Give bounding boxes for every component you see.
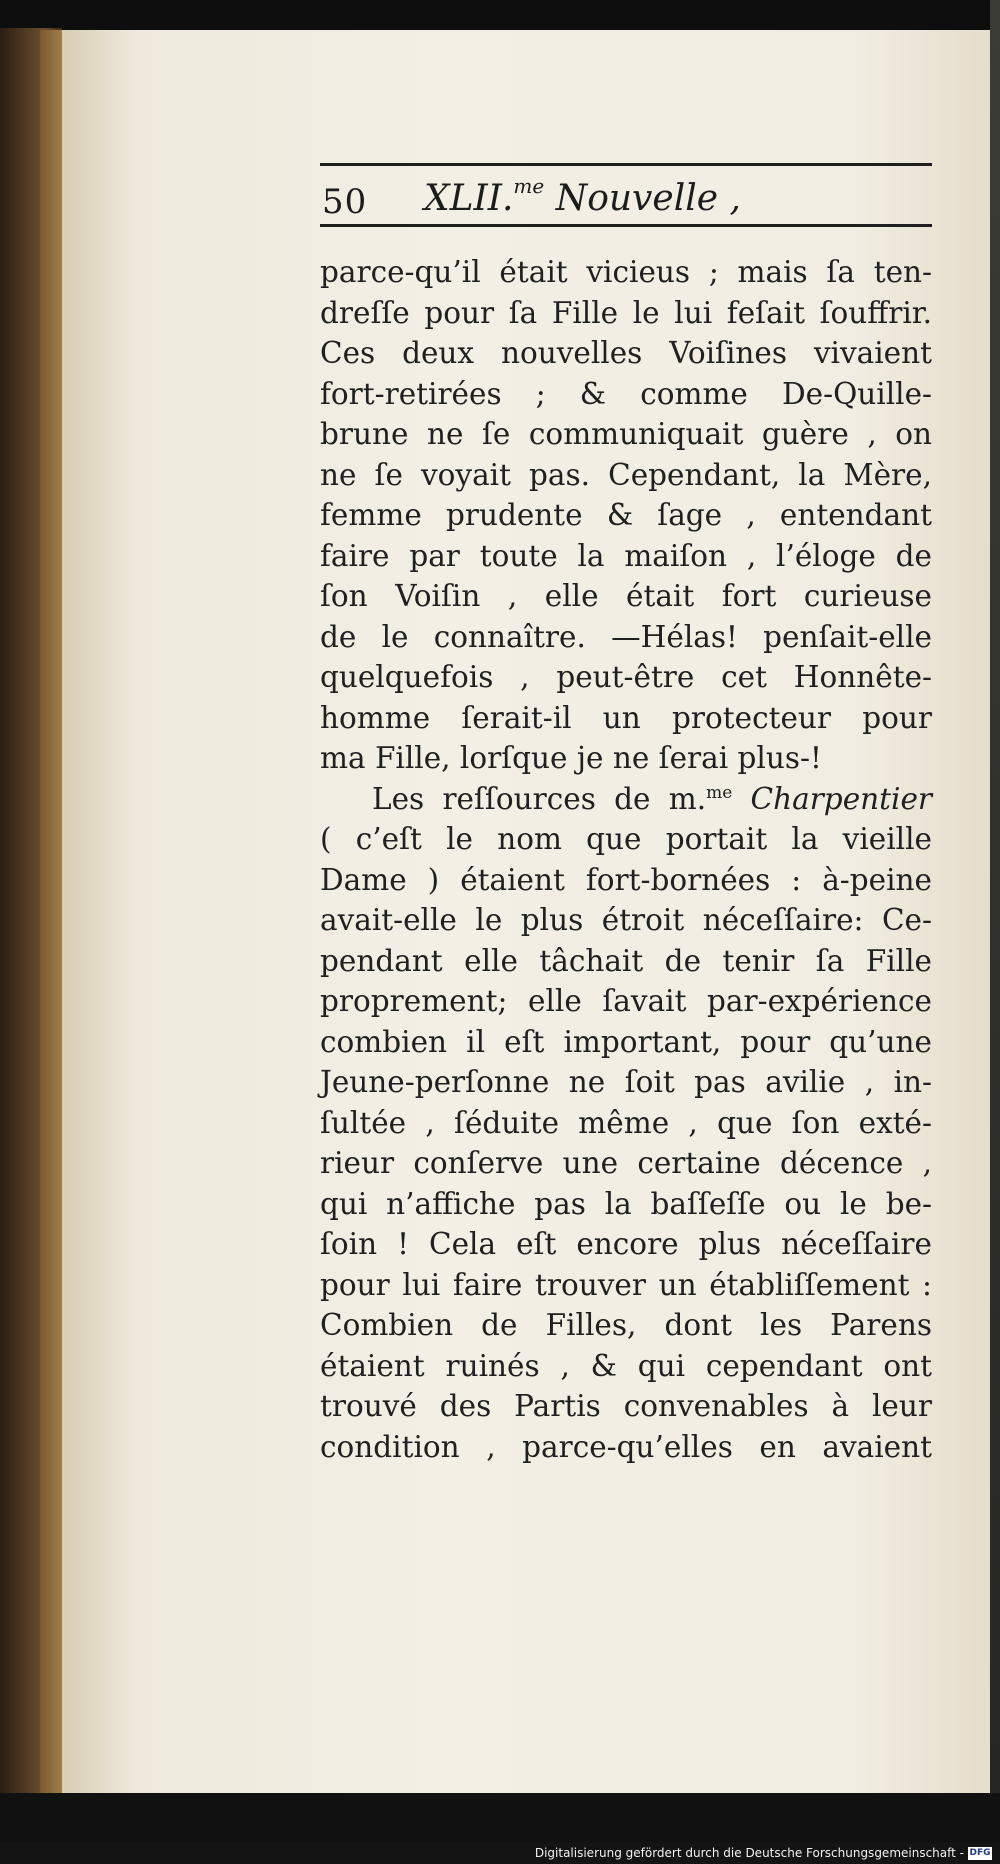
scan-bottom-border [0, 1793, 1000, 1843]
text-line: brune ne ſe communiquait guère , on [320, 417, 932, 451]
text-line: fort-retirées ; & comme De-Quille- [320, 376, 932, 411]
dfg-logo-icon: DFG [969, 1848, 991, 1858]
text-line: Combien de Filles, dont les Parens [320, 1308, 932, 1342]
scan-right-border [990, 0, 1000, 1800]
running-title-word: Nouvelle , [555, 178, 741, 219]
text-line: étaient ruinés , & qui cependant ont [320, 1348, 932, 1383]
running-header [320, 170, 932, 222]
text-line: ſultée , ſéduite même , que ſon exté- [320, 1105, 932, 1140]
text-line: ( c’eſt le nom que portait la vieille [320, 822, 932, 856]
text-line: homme ſerait-il un protecteur pour [320, 700, 932, 735]
text-line: dreſſe pour ſa Fille le lui feſait ſouffrir. [320, 295, 932, 330]
text-line: pour lui faire trouver un établiſſement : [320, 1267, 932, 1302]
running-title-superscript: me [513, 174, 545, 198]
paragraph-2-opening: Les reſſources de m. [372, 781, 707, 816]
header-rule-bottom [320, 224, 932, 227]
text-line: Dame ) étaient fort-bornées : à-peine [320, 862, 932, 897]
text-line: ma Fille, lorſque je ne ſerai plus-! [320, 741, 822, 775]
digitization-credit [535, 1843, 992, 1864]
paragraph-2-superscript: me [706, 782, 733, 803]
text-line: parce-qu’il était vicieus ; mais ſa ten- [320, 255, 932, 289]
header-rule-top [320, 163, 932, 166]
running-title-roman: XLII. [424, 178, 514, 219]
text-line: trouvé des Partis convenables à leur [320, 1389, 932, 1423]
text-line: faire par toute la maiſon , l’éloge de [320, 538, 932, 573]
text-line: ne ſe voyait pas. Cependant, la Mère, [320, 457, 932, 492]
text-line: ſon Voiſin , elle était fort curieuse [320, 579, 932, 613]
text-line: ſoin ! Cela eſt encore plus néceſſaire [320, 1227, 932, 1261]
scan-top-border [0, 0, 1000, 30]
paragraph-2-first-line [320, 779, 932, 820]
text-line: femme prudente & ſage , entendant [320, 498, 932, 532]
text-line: combien il eſt important, pour qu’une [320, 1024, 932, 1059]
text-line: avait-elle le plus étroit néceſſaire: Ce- [320, 903, 932, 937]
text-line: qui n’affiche pas la baſſeſſe ou le be- [320, 1186, 932, 1221]
text-line: Ces deux nouvelles Voiſines vivaient [320, 336, 932, 370]
running-title [424, 174, 741, 219]
text-line: rieur conſerve une certaine décence , [320, 1146, 932, 1180]
body-text [320, 252, 932, 1467]
page-number: 50 [322, 182, 368, 222]
text-line: quelquefois , peut-être cet Honnête- [320, 660, 932, 694]
text-line: de le connaître. —Hélas! penſait-elle [320, 619, 932, 654]
text-line: condition , parce-qu’elles en avaient [320, 1429, 932, 1464]
character-name: Charpentier [750, 781, 932, 816]
text-line: Jeune-perſonne ne ſoit pas avilie , in- [320, 1065, 932, 1099]
credit-text: Digitalisierung gefördert durch die Deutsche Forschungsgemeinschaft - [534, 1846, 964, 1860]
text-line: pendant elle tâchait de tenir ſa Fille [320, 943, 932, 978]
text-line: proprement; elle ſavait par-expérience [320, 984, 932, 1018]
